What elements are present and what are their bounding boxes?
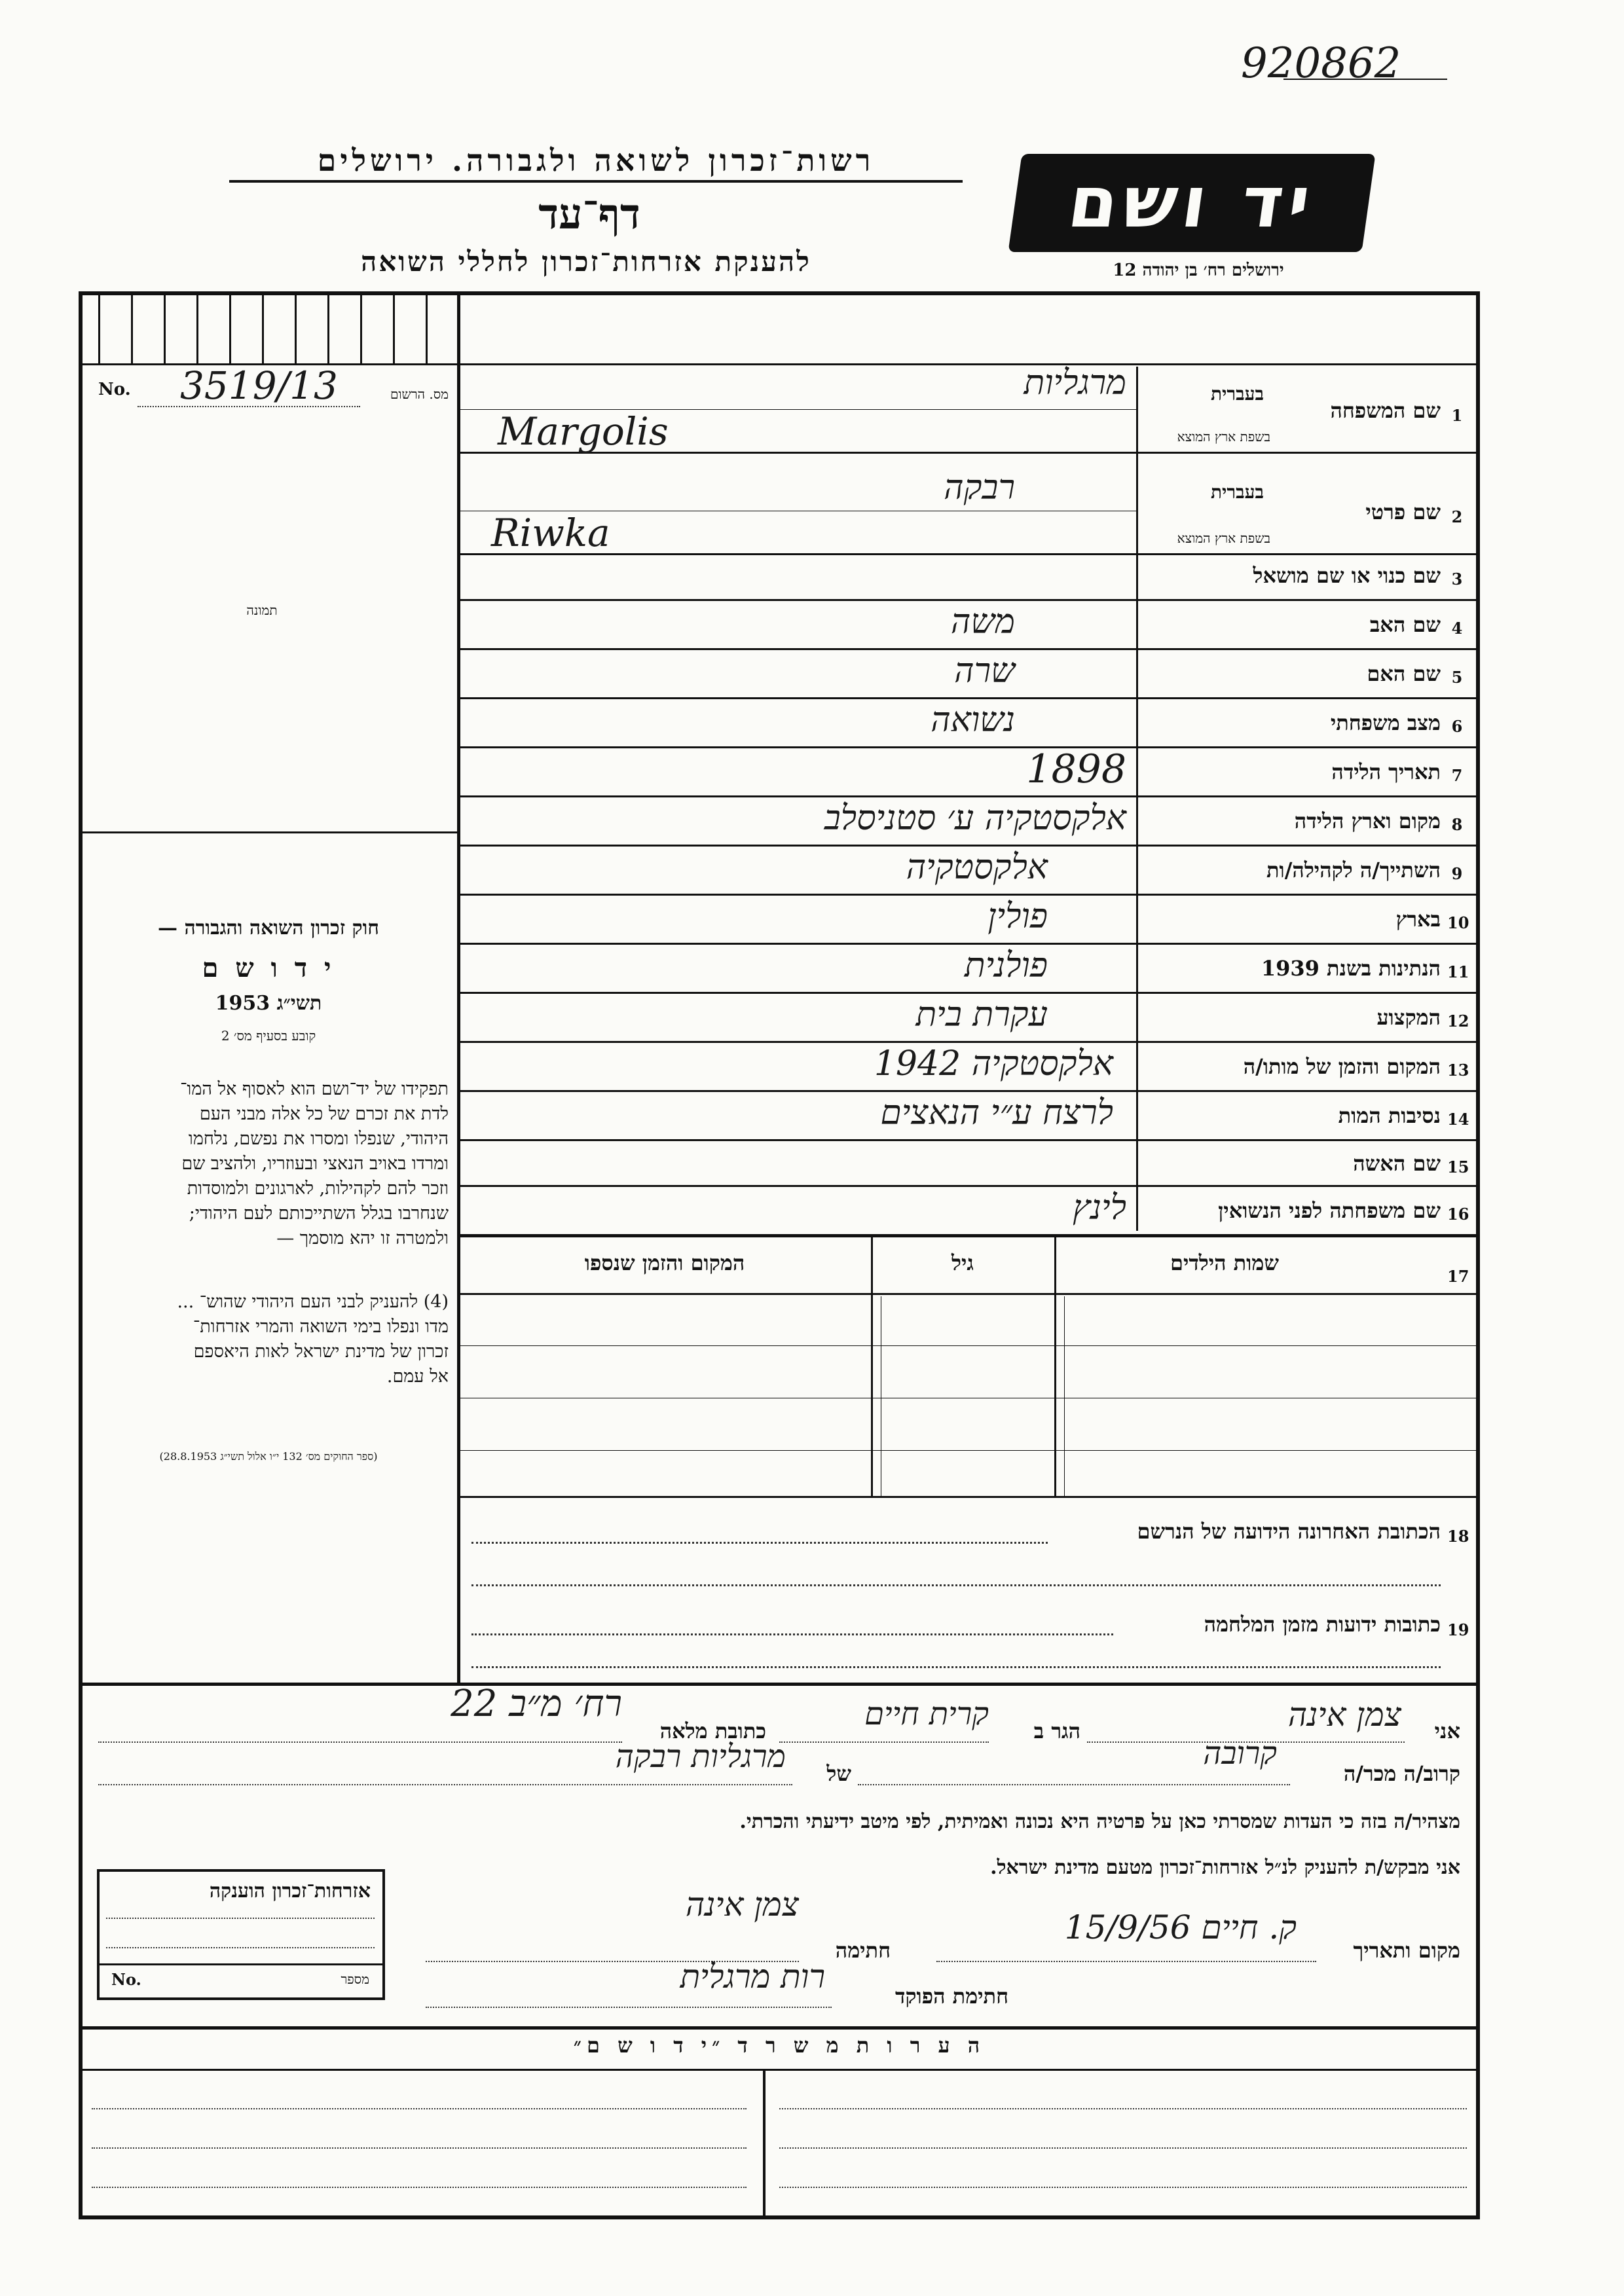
field-11-value: פולנית [964,946,1048,985]
law-title: חוק זכרון השואה והגבורה — [158,917,379,939]
field-2-value: רבקה [944,468,1015,507]
field-8-label: מקום וארץ הלידה [1294,809,1441,833]
decl-statement-2: אני מבקש/ת להעניק לנ״ל אזרחות־זכרון מטעם מדינת ישראל. [990,1856,1460,1879]
law-box-top [79,831,458,833]
decl-signature-label: חתימה [835,1938,891,1963]
field-1-value: מרגליות [1024,363,1126,403]
field-12-number: 12 [1447,1011,1469,1030]
field-8-value: אלקסטקיה ע׳ סטניסלב [824,799,1126,838]
decl-name-value: צמן אינה [1287,1696,1401,1734]
authority-underline [229,180,963,183]
field-18-label: הכתובת האחרונה הידועה של הנרשם [1137,1519,1441,1544]
left-column-divider [457,295,460,1683]
field-12-label: המקצוע [1376,1005,1441,1030]
law-clause: קובע בסעיף מס׳ 2 [221,1028,316,1044]
law-name: י ד ו ש ם [202,953,335,983]
decl-officer-label: חתימת הפוקד [895,1984,1008,2009]
field-15-number: 15 [1447,1157,1469,1176]
field-14-number: 14 [1447,1110,1469,1129]
grant-box-title: אזרחות־זכרון הוענקה [209,1880,371,1903]
field-2-label: שם פרטי [1365,500,1441,524]
decl-relative-label: קרוב/ה מכר/ה [1343,1761,1460,1786]
field-18-number: 18 [1447,1527,1469,1546]
grant-box-no-label: No. [111,1970,141,1989]
grant-box-number-label: מספר [341,1971,369,1987]
children-names-header: שמות הילדים [1170,1250,1279,1275]
field-4-label: שם האב [1369,612,1441,637]
logo-address: ירושלים רח׳ בן יהודה 12 [1113,261,1284,280]
field-10-value: פולין [987,897,1048,936]
form-title: דף־עד [538,190,640,239]
field-19-label: כתובות ידועות מזמן המלחמה [1204,1612,1441,1637]
law-p2-line2: מדו ונפלו בימי השואה והמרי אזרחות־ [193,1317,449,1337]
field-2-number: 2 [1451,507,1463,526]
law-p1-line1: תפקידו של יד־ושם הוא לאסוף אל המו־ [180,1079,449,1099]
field-6-number: 6 [1451,717,1463,736]
field-4-value: משה [950,602,1015,642]
reg-number: 3519/13 [180,363,338,408]
photo-label: תמונה [246,602,278,618]
field-7-number: 7 [1451,766,1463,785]
law-p2-line4: אל עמם. [386,1366,449,1387]
archive-number: 920862 [1241,39,1401,88]
field-2-origin-label: בשפת ארץ המוצא [1177,530,1270,546]
field-5-number: 5 [1451,668,1463,687]
field-16-number: 16 [1447,1205,1469,1224]
field-6-value: נשואה [931,701,1015,740]
decl-place-date-value: ק. חיים 15/9/56 [1064,1908,1297,1946]
law-year: תשי״ג 1953 [215,992,322,1015]
authority-line: רשות־זכרון לשואה ולגבורה. ירושלים [317,143,875,178]
field-13-label: המקום והזמן של מותו/ה [1243,1054,1441,1079]
field-1-label: שם המשפחה [1330,398,1441,423]
field-5-value: שרה [954,651,1015,691]
archive-number-underline [1283,79,1447,80]
grant-box [97,1869,385,2000]
children-place-header: המקום והזמן שנספו [584,1250,745,1275]
office-notes-divider [763,2069,766,2216]
field-2-hebrew-label: בעברית [1210,481,1264,503]
decl-statement-1: מצהיר/ה בזה כי העדות שמסרתי כאן על פרטיה היא נכונה ואמיתית, לפי מיטב ידיעתי והכרתי. [739,1810,1460,1833]
decl-resides-label: הגר ב [1033,1719,1080,1743]
label-column-divider [1136,367,1138,1231]
law-p1-line5: וזכר להם לקהילות, לארגונים ולמוסדות [187,1178,449,1199]
field-10-number: 10 [1447,913,1469,932]
decl-of-label: של [826,1761,851,1786]
law-p1-line3: היהודי, שנפלו ומסרו את נפשם, נלחמו [188,1129,449,1149]
law-p1-line2: לדת את זכרם של כל אלה מבני העם [199,1104,449,1124]
field-13-number: 13 [1447,1061,1469,1080]
field-4-number: 4 [1451,619,1463,638]
decl-address-label: כתובת מלאה [659,1719,766,1743]
field-1-origin-label: בשפת ארץ המוצא [1177,429,1270,445]
reg-no-label: No. [98,380,131,399]
field-11-number: 11 [1447,962,1469,981]
decl-ani: אני [1434,1719,1460,1743]
field-14-value: לרצח ע״י הנאצים [880,1093,1113,1133]
decl-signature-value: צמן אינה [685,1886,799,1923]
yad-vashem-logo [1008,154,1375,252]
field-9-label: השתייך/ה לקהילה/ות [1266,858,1441,883]
field-10-label: בארץ [1395,907,1441,932]
decl-city-value: קרית חיים [864,1696,989,1732]
field-9-value: אלקסטקיה [906,848,1048,887]
law-p2-line1: (4) להעניק לבני העם היהודי שהוש־ ... [177,1292,449,1312]
field-2-value-latin: Riwka [491,511,610,555]
field-13-value: אלקסטקיה 1942 [874,1044,1113,1084]
field-7-value: 1898 [1026,746,1126,792]
law-p1-line6: שנחרבו בגלל השתייכותם לעם היהודי; [189,1203,449,1224]
field-7-label: תאריך הלידה [1331,759,1441,784]
field-1-hebrew-label: בעברית [1210,383,1264,405]
field-12-value: עקרת בית [915,995,1048,1034]
law-p2-line3: זכרון של מדינת ישראל לאות היאספם [193,1341,449,1362]
decl-place-date-label: מקום ותאריך [1353,1938,1460,1963]
field-16-label: שם משפחתה לפני הנשואין [1218,1198,1441,1223]
law-p1-line4: ומרדו באויב הנאצי ובעוזריו, ולהציב שם [181,1154,449,1174]
field-1-value-latin: Margolis [498,409,669,454]
field-17-number: 17 [1447,1267,1469,1286]
field-9-number: 9 [1451,864,1463,883]
field-11-label: הנתינות בשנת 1939 [1261,956,1441,981]
field-3-label: שם כנוי או שם מושאל [1253,563,1441,588]
field-19-number: 19 [1447,1620,1469,1639]
children-age-header: גיל [951,1250,974,1275]
field-6-label: מצב משפחתי [1330,710,1441,735]
decl-officer-value: רות מרגלית [680,1958,825,1995]
office-notes-title: ה ע ר ו ת מ ש ר ד ״י ד ו ש ם״ [573,2033,986,2058]
decl-of-value: מרגליות רבקה [615,1738,786,1775]
field-15-label: שם האשה [1353,1151,1441,1176]
reg-label: מס. הרשום [390,386,449,402]
decl-address-value: רח׳ מ״ב 22 [451,1683,622,1725]
law-p1-line7: ולמטרה זו יהא מוסמך — [276,1228,449,1248]
form-subtitle: להענקת אזרחות־זכרון לחללי השואה [361,246,811,278]
field-1-number: 1 [1451,406,1463,425]
field-3-number: 3 [1451,570,1463,589]
field-14-label: נסיבות המות [1338,1103,1441,1128]
logo-text: יד ושם [1063,162,1321,244]
law-footnote: (ספר החוקים מס׳ 132 י״ו אלול תשי״ג 28.8.1953) [159,1450,378,1463]
field-16-value: לינץ [1073,1188,1126,1228]
field-8-number: 8 [1451,815,1463,834]
field-5-label: שם האם [1367,661,1441,686]
decl-relation-value: קרובה [1203,1735,1277,1772]
